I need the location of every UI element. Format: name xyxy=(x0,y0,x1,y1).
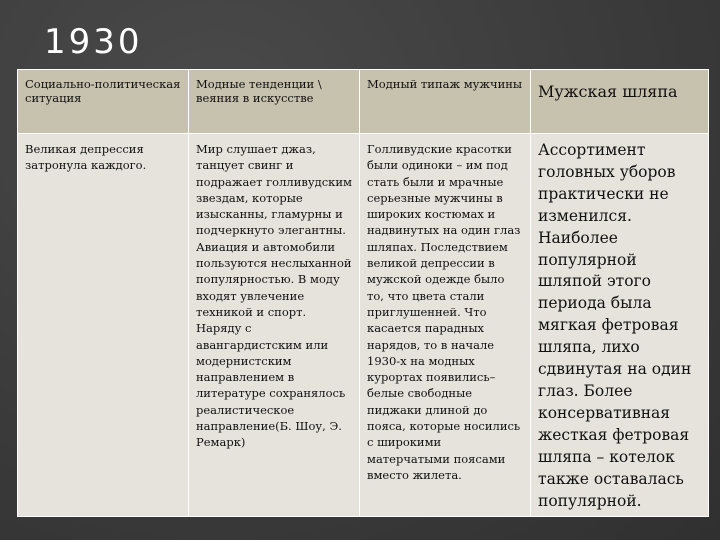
header-label: Социально-политическая ситуация xyxy=(25,77,181,105)
header-cell-mens-hat xyxy=(531,70,709,134)
cell-text: Великая депрессия затронула каждого. xyxy=(25,142,147,173)
slide-title: 1930 xyxy=(44,22,143,62)
table-row xyxy=(18,134,709,517)
cell-text: Мир слушает джаз, танцует свинг и подражает голливудским звездам, которые изысканны, гламурны и подчеркнуто элегантны. Авиация и автомобили пользуются неслыханной популярностью. В моду входят увлечение техникой и спорт. Наряду с авангардистским или модернистским направлением в литературе сохранялось реалистическое направление(Б. Шоу, Э. Ремарк) xyxy=(196,142,352,450)
header-cell-male-type xyxy=(360,70,531,134)
cell-text: Голливудские красотки были одиноки – им под стать были и мрачные серьезные мужчины в широких костюмах и надвинутых на один глаз шляпах. Последствием великой депрессии в мужской одежде было то, что цвета стали приглушенней. Что касается парадных нарядов, то в начале 1930-х на модных курортах появились– белые свободные пиджаки длиной до пояса, которые носились с широкими матерчатыми поясами вместо жилета. xyxy=(367,142,521,482)
cell-male-type xyxy=(360,134,531,517)
cell-fashion-trends xyxy=(189,134,360,517)
header-label: Мужская шляпа xyxy=(538,82,678,101)
header-cell-fashion-trends xyxy=(189,70,360,134)
header-label: Модный типаж мужчины xyxy=(367,77,523,91)
cell-social-political xyxy=(18,134,189,517)
table-header-row xyxy=(18,70,709,134)
header-label: Модные тенденции \ веяния в искусстве xyxy=(196,77,322,105)
cell-text: Ассортимент головных уборов практически не изменился. Наиболее популярной шляпой этого периода была мягкая фетровая шляпа, лихо сдвинутая на один глаз. Более консервативная жесткая фетровая шляпа – котелок также оставалась популярной. xyxy=(538,141,692,510)
fashion-table xyxy=(17,69,709,517)
cell-mens-hat xyxy=(531,134,709,517)
header-cell-social-political xyxy=(18,70,189,134)
